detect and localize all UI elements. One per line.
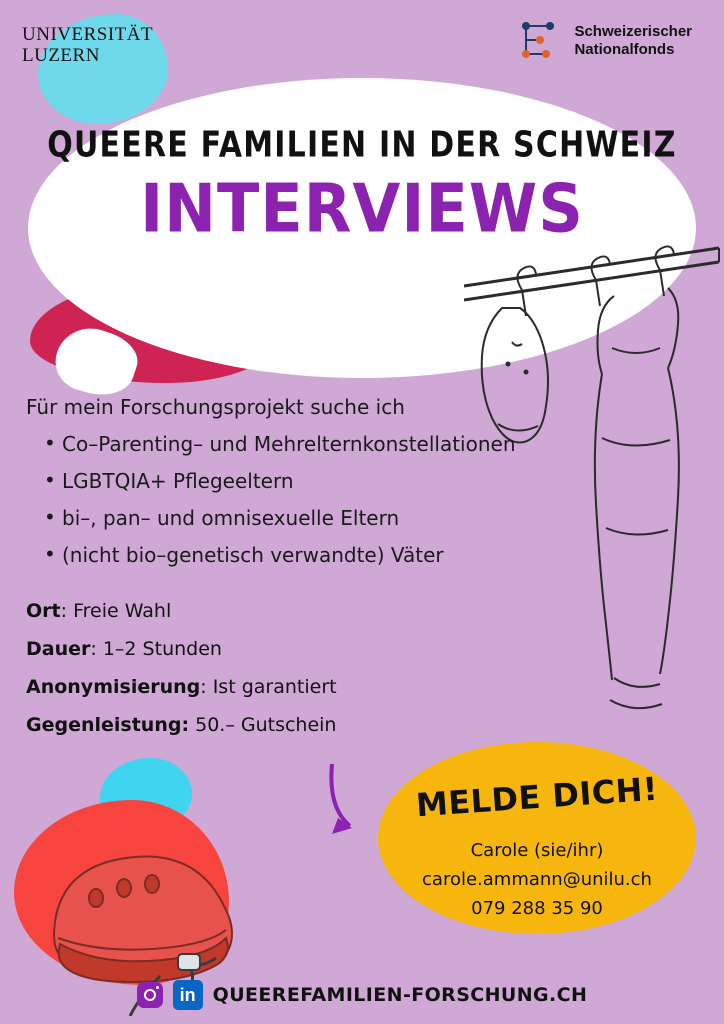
fact-anonymisierung-value: Ist garantiert [212,676,337,698]
callout-title: MELDE DICH! [414,769,660,825]
footer-social [0,980,724,1010]
contact-name: Carole (sie/ihr) [470,840,604,861]
fact-dauer-sep: : [90,638,103,660]
fact-ort-sep: : [60,600,74,622]
poster-title-secondary: INTERVIEWS [140,169,584,248]
contact-phone[interactable]: 079 288 35 90 [471,898,603,919]
university-logo [22,24,153,67]
list-item: • Co–Parenting– und Mehrelternkonstellationen [44,432,516,456]
fact-gegenleistung [26,714,337,736]
website-handle[interactable]: QUEEREFAMILIEN-FORSCHUNG.CH [212,984,588,1006]
facts-block [26,600,337,752]
fact-anonymisierung [26,676,337,698]
fact-gegenleistung-label: Gegenleistung: [26,714,190,736]
fact-dauer-value: 1–2 Stunden [102,638,222,660]
poster-title-primary: QUEERE FAMILIEN IN DER SCHWEIZ [47,124,677,167]
fact-ort-value: Freie Wahl [73,600,172,622]
target-group-list [44,432,516,580]
fact-ort-label: Ort [26,600,61,622]
snf-logo-line2: Nationalfonds [574,41,675,58]
fact-ort [26,600,337,622]
snf-logo-line1: Schweizerischer [574,23,692,40]
university-logo-line2: LUZERN [22,45,100,67]
contact-email[interactable]: carole.ammann@unilu.ch [422,869,652,890]
list-item: • LGBTQIA+ Pflegeeltern [44,469,516,493]
university-logo-line1: UNIVERSITÄT [22,24,154,45]
snf-logo [516,18,692,64]
instagram-icon[interactable] [137,982,163,1008]
snf-mark-icon [516,18,564,64]
fact-dauer [26,638,337,660]
fact-anonymisierung-label: Anonymisierung [26,676,201,698]
fact-dauer-label: Dauer [26,638,91,660]
fact-gegenleistung-value: 50.– Gutschein [195,714,337,736]
list-item: • (nicht bio–genetisch verwandte) Väter [44,543,516,567]
linkedin-icon[interactable]: in [173,980,203,1010]
contact-details [378,840,696,927]
list-item: • bi–, pan– und omnisexuelle Eltern [44,506,516,530]
fact-anonymisierung-sep: : [200,676,213,698]
snf-logo-text [574,23,692,59]
lead-text: Für mein Forschungsprojekt suche ich [26,395,405,419]
